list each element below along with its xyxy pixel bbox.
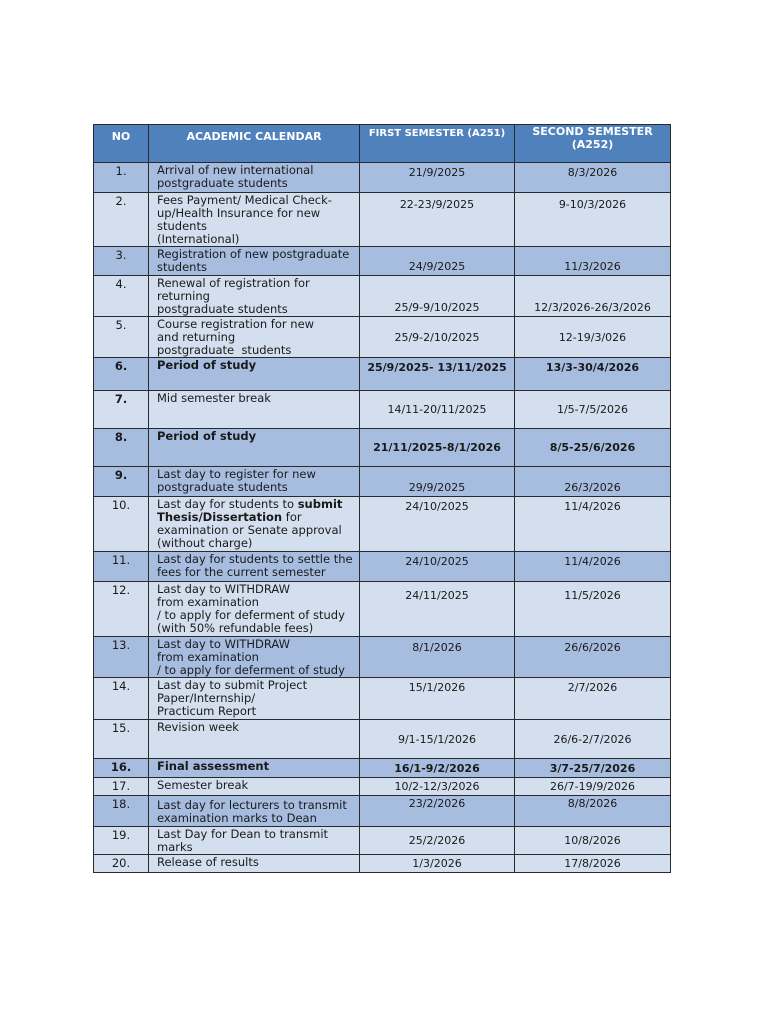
- header-row: [94, 125, 671, 163]
- activity-line: up/Health Insurance for new: [157, 206, 321, 220]
- table-row: [94, 637, 671, 678]
- first-semester-date: 25/2/2026: [360, 827, 515, 855]
- second-semester-date: 3/7-25/7/2026: [515, 759, 671, 778]
- activity-line: Registration of new postgraduate: [157, 247, 350, 261]
- first-semester-date: 21/11/2025-8/1/2026: [360, 429, 515, 467]
- row-number: 13.: [94, 637, 149, 678]
- activity-line: students: [157, 260, 207, 274]
- activity-line: postgraduate students: [157, 480, 288, 494]
- header-first-semester: FIRST SEMESTER (A251): [360, 125, 515, 163]
- header-academic-calendar: ACADEMIC CALENDAR: [149, 125, 360, 163]
- row-number: 5.: [94, 317, 149, 358]
- first-semester-date: 24/10/2025: [360, 552, 515, 582]
- second-semester-date: 1/5-7/5/2026: [515, 391, 671, 429]
- second-semester-date: 8/8/2026: [515, 796, 671, 827]
- activity-line: Revision week: [157, 720, 239, 734]
- row-number: 19.: [94, 827, 149, 855]
- row-number: 12.: [94, 582, 149, 637]
- header-second-semester: [515, 125, 671, 163]
- activity-line: students: [157, 219, 207, 233]
- activity-text: for: [282, 510, 302, 524]
- activity-cell: [149, 317, 360, 358]
- table-row: [94, 247, 671, 276]
- table-row: [94, 391, 671, 429]
- first-semester-date: 14/11-20/11/2025: [360, 391, 515, 429]
- activity-cell: [149, 163, 360, 193]
- activity-line: Semester break: [157, 778, 249, 792]
- activity-cell: [149, 552, 360, 582]
- activity-cell: [149, 358, 360, 391]
- first-semester-date: 9/1-15/1/2026: [360, 720, 515, 759]
- first-semester-date: 29/9/2025: [360, 467, 515, 497]
- second-semester-date: 11/5/2026: [515, 582, 671, 637]
- activity-line: Last day for students to settle the: [157, 552, 353, 566]
- activity-line: postgraduate students: [157, 302, 288, 316]
- activity-line: Last day to WITHDRAW: [157, 582, 291, 596]
- row-number: 9.: [94, 467, 149, 497]
- activity-text: Last day for students to: [157, 497, 298, 511]
- activity-line: from examination: [157, 595, 259, 609]
- activity-cell: [149, 637, 360, 678]
- table-row: [94, 497, 671, 552]
- activity-cell: [149, 497, 360, 552]
- second-semester-date: 8/3/2026: [515, 163, 671, 193]
- second-semester-date: 12-19/3/026: [515, 317, 671, 358]
- table-row: [94, 720, 671, 759]
- second-semester-date: 8/5-25/6/2026: [515, 429, 671, 467]
- header-second-line1: SECOND SEMESTER: [532, 125, 653, 138]
- activity-line: Final assessment: [157, 759, 270, 773]
- first-semester-date: 24/10/2025: [360, 497, 515, 552]
- first-semester-date: 23/2/2026: [360, 796, 515, 827]
- first-semester-date: 1/3/2026: [360, 855, 515, 873]
- first-semester-date: 8/1/2026: [360, 637, 515, 678]
- activity-line: examination marks to Dean: [157, 811, 317, 825]
- row-number: 3.: [94, 247, 149, 276]
- table-row: [94, 778, 671, 796]
- activity-line: Period of study: [157, 429, 257, 443]
- first-semester-date: 25/9/2025- 13/11/2025: [360, 358, 515, 391]
- activity-line: Period of study: [157, 358, 257, 372]
- activity-line: from examination: [157, 650, 259, 664]
- table-row: [94, 193, 671, 247]
- row-number: 2.: [94, 193, 149, 247]
- row-number: 6.: [94, 358, 149, 391]
- activity-cell: [149, 429, 360, 467]
- first-semester-date: 22-23/9/2025: [360, 193, 515, 247]
- activity-line: Last day to register for new: [157, 467, 316, 481]
- row-number: 20.: [94, 855, 149, 873]
- activity-line: Arrival of new international: [157, 163, 314, 177]
- activity-line: Paper/Internship/: [157, 691, 256, 705]
- row-number: 11.: [94, 552, 149, 582]
- academic-calendar-table: [93, 124, 671, 873]
- row-number: 15.: [94, 720, 149, 759]
- activity-cell: [149, 720, 360, 759]
- activity-line: Fees Payment/ Medical Check-: [157, 193, 332, 207]
- activity-emphasis: Thesis/Dissertation: [157, 510, 283, 524]
- first-semester-date: 25/9-9/10/2025: [360, 276, 515, 317]
- activity-line: Mid semester break: [157, 391, 271, 405]
- table-row: [94, 759, 671, 778]
- activity-line: Release of results: [157, 855, 259, 869]
- table-row: [94, 317, 671, 358]
- activity-cell: [149, 582, 360, 637]
- table-row: [94, 429, 671, 467]
- first-semester-date: 10/2-12/3/2026: [360, 778, 515, 796]
- row-number: 7.: [94, 391, 149, 429]
- table-row: [94, 163, 671, 193]
- table-row: [94, 827, 671, 855]
- second-semester-date: 17/8/2026: [515, 855, 671, 873]
- activity-cell: [149, 778, 360, 796]
- activity-line: Last day for lecturers to transmit: [157, 798, 347, 812]
- activity-line: (without charge): [157, 536, 253, 550]
- row-number: 17.: [94, 778, 149, 796]
- first-semester-date: 24/11/2025: [360, 582, 515, 637]
- second-semester-date: 12/3/2026-26/3/2026: [515, 276, 671, 317]
- first-semester-date: 15/1/2026: [360, 678, 515, 720]
- row-number: 4.: [94, 276, 149, 317]
- table-row: [94, 358, 671, 391]
- row-number: 10.: [94, 497, 149, 552]
- second-semester-date: 11/4/2026: [515, 552, 671, 582]
- activity-cell: [149, 678, 360, 720]
- table-row: [94, 582, 671, 637]
- activity-emphasis: submit: [297, 497, 343, 511]
- activity-line: postgraduate students: [157, 343, 292, 357]
- activity-cell: [149, 855, 360, 873]
- second-semester-date: 26/6/2026: [515, 637, 671, 678]
- header-second-line2: (A252): [571, 138, 614, 151]
- second-semester-date: 26/7-19/9/2026: [515, 778, 671, 796]
- row-number: 16.: [94, 759, 149, 778]
- activity-cell: [149, 276, 360, 317]
- activity-line: (International): [157, 232, 240, 246]
- first-semester-date: 21/9/2025: [360, 163, 515, 193]
- row-number: 18.: [94, 796, 149, 827]
- activity-cell: [149, 796, 360, 827]
- activity-line: Last day to submit Project: [157, 678, 308, 692]
- activity-line: / to apply for deferment of study: [157, 663, 345, 677]
- table-row: [94, 796, 671, 827]
- second-semester-date: 10/8/2026: [515, 827, 671, 855]
- second-semester-date: 26/3/2026: [515, 467, 671, 497]
- first-semester-date: 16/1-9/2/2026: [360, 759, 515, 778]
- activity-line: Last Day for Dean to transmit marks: [157, 827, 329, 854]
- row-number: 14.: [94, 678, 149, 720]
- second-semester-date: 2/7/2026: [515, 678, 671, 720]
- activity-cell: [149, 467, 360, 497]
- activity-cell: [149, 193, 360, 247]
- activity-cell: [149, 247, 360, 276]
- activity-line: and returning: [157, 330, 236, 344]
- header-no: NO: [94, 125, 149, 163]
- second-semester-date: 11/3/2026: [515, 247, 671, 276]
- activity-line: Course registration for new: [157, 317, 315, 331]
- row-number: 1.: [94, 163, 149, 193]
- second-semester-date: 11/4/2026: [515, 497, 671, 552]
- activity-cell: [149, 391, 360, 429]
- activity-line: Renewal of registration for returning: [157, 276, 310, 303]
- first-semester-date: 24/9/2025: [360, 247, 515, 276]
- second-semester-date: 13/3-30/4/2026: [515, 358, 671, 391]
- row-number: 8.: [94, 429, 149, 467]
- activity-line: (with 50% refundable fees): [157, 621, 314, 635]
- table-row: [94, 678, 671, 720]
- activity-cell: [149, 759, 360, 778]
- activity-line: / to apply for deferment of study: [157, 608, 345, 622]
- activity-line: Practicum Report: [157, 704, 257, 718]
- activity-line: examination or Senate approval: [157, 523, 342, 537]
- second-semester-date: 9-10/3/2026: [515, 193, 671, 247]
- table-row: [94, 552, 671, 582]
- table-row: [94, 855, 671, 873]
- second-semester-date: 26/6-2/7/2026: [515, 720, 671, 759]
- activity-line: fees for the current semester: [157, 565, 326, 579]
- activity-line: Last day to WITHDRAW: [157, 637, 291, 651]
- activity-cell: [149, 827, 360, 855]
- first-semester-date: 25/9-2/10/2025: [360, 317, 515, 358]
- table-row: [94, 467, 671, 497]
- activity-line: postgraduate students: [157, 176, 288, 190]
- table-row: [94, 276, 671, 317]
